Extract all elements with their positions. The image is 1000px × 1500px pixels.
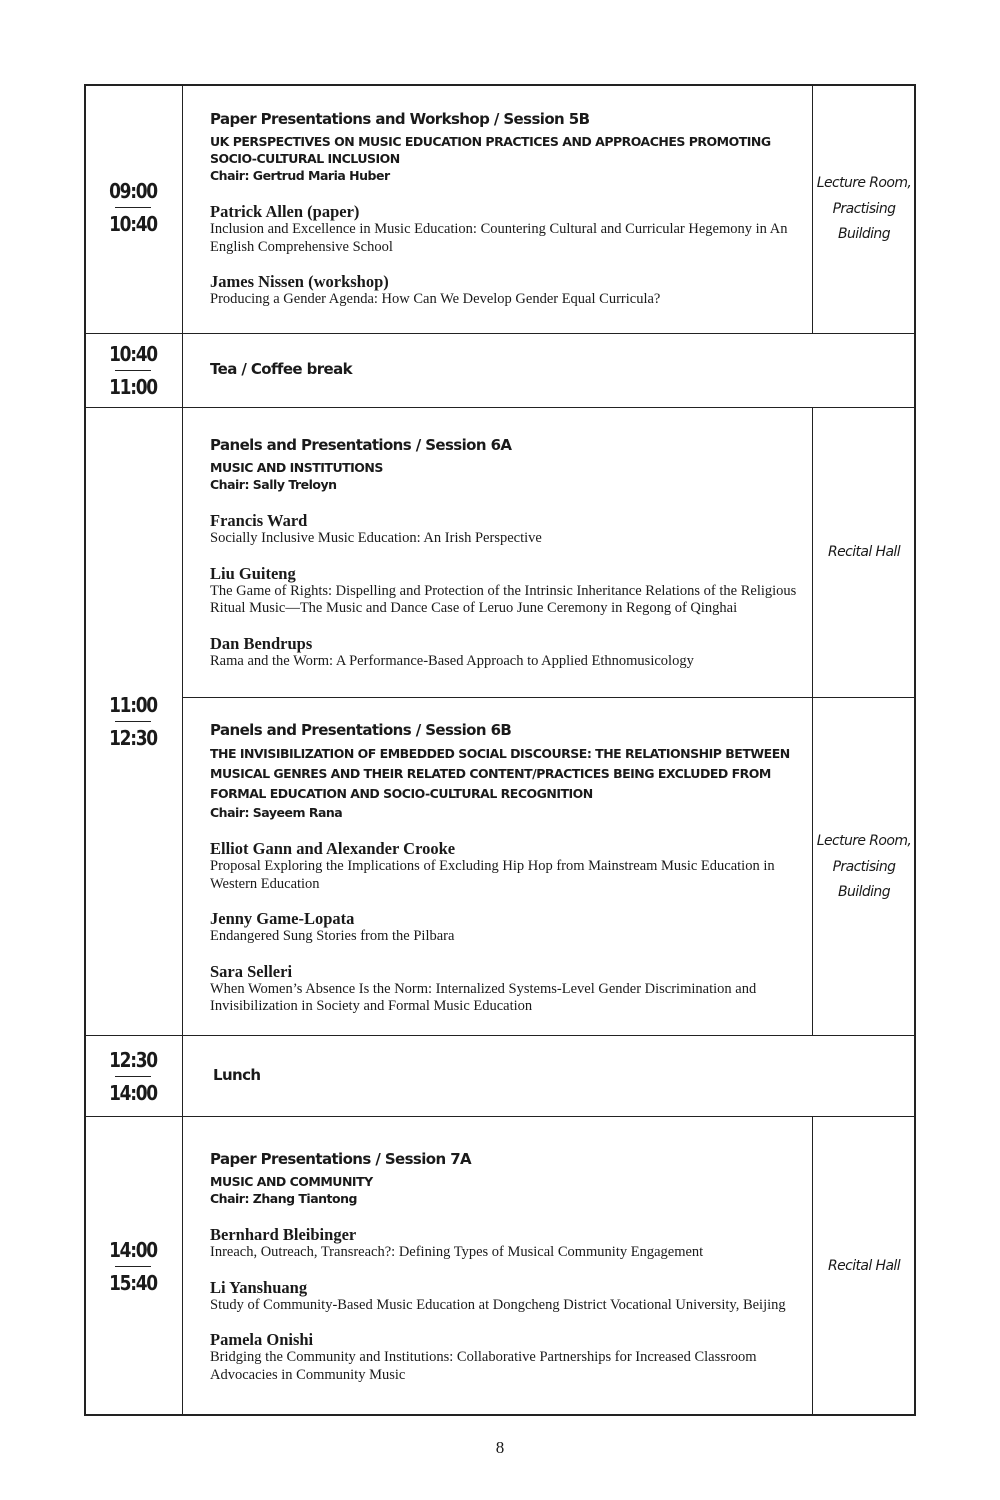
start-time: 12:30: [109, 1048, 157, 1072]
session-theme: MUSIC AND INSTITUTIONS: [210, 460, 383, 475]
presentation: [210, 840, 802, 893]
end-time: 10:40: [109, 212, 157, 236]
session-5b: [210, 109, 802, 309]
end-time: 15:40: [109, 1271, 157, 1295]
room-column-divider: [812, 407, 813, 1035]
session-title: Panels and Presentations / Session 6A: [210, 436, 512, 454]
time-separator: [115, 1076, 151, 1077]
time-slot: [84, 339, 182, 402]
presenter-name: James Nissen (workshop): [210, 272, 389, 291]
session-theme: THE INVISIBILIZATION OF EMBEDDED SOCIAL DISCOURSE: THE RELATIONSHIP BETWEEN MUSICAL GENRES AND THEIR RELATED CONTENT/PRACTICES BEING EXCLUDED FROM FORMAL EDUCATION AND SOCIO-CULTURAL RECOGNITION: [210, 746, 790, 801]
presentation: [210, 512, 802, 548]
end-time: 14:00: [109, 1081, 157, 1105]
time-separator: [115, 370, 151, 371]
room-label: Lecture Room, Practising Building: [816, 833, 912, 900]
start-time: 14:00: [109, 1238, 157, 1262]
end-time: 12:30: [109, 726, 157, 750]
row-divider: [84, 407, 916, 408]
start-time: 10:40: [109, 342, 157, 366]
presentation-title: Inclusion and Excellence in Music Education: Countering Cultural and Curricular Hegemony in An English Comprehensive School: [210, 221, 788, 255]
presentation-title: When Women’s Absence Is the Norm: Internalized Systems-Level Gender Discrimination and Invisibilization in Society and Formal Music Education: [210, 980, 757, 1014]
session-divider: [182, 697, 916, 698]
presentation-title: Rama and the Worm: A Performance-Based Approach to Applied Ethnomusicology: [210, 652, 694, 669]
row-divider: [84, 333, 916, 334]
presenter-name: Elliot Gann and Alexander Crooke: [210, 839, 456, 858]
presentation-title: Bridging the Community and Institutions: Collaborative Partnerships for Increased Classroom Advocacies in Community Music: [210, 1349, 757, 1383]
presentation: [210, 1279, 802, 1315]
session-chair: Chair: Zhang Tiantong: [210, 1191, 357, 1206]
session-theme: UK PERSPECTIVES ON MUSIC EDUCATION PRACTICES AND APPROACHES PROMOTING SOCIO-CULTURAL INCLUSION: [210, 134, 771, 166]
presentation: [210, 1226, 802, 1262]
presentation-title: Study of Community-Based Music Education at Dongcheng District Vocational University, Beijing: [210, 1296, 786, 1313]
session-theme: MUSIC AND COMMUNITY: [210, 1174, 373, 1189]
session-chair: Chair: Gertrud Maria Huber: [210, 168, 390, 183]
session-title: Panels and Presentations / Session 6B: [210, 721, 512, 739]
presentation: [210, 1331, 802, 1384]
presentation-title: Producing a Gender Agenda: How Can We Develop Gender Equal Curricula?: [210, 291, 661, 307]
time-column-divider: [182, 84, 183, 1416]
row-divider: [84, 1116, 916, 1117]
presentation-title: Inreach, Outreach, Transreach?: Defining Types of Musical Community Engagement: [210, 1244, 704, 1260]
presenter-name: Liu Guiteng: [210, 563, 296, 583]
presentation-title: Proposal Exploring the Implications of Excluding Hip Hop from Mainstream Music Education in Western Education: [210, 858, 775, 892]
time-slot: [84, 176, 182, 239]
presenter-name: Pamela Onishi: [210, 1330, 314, 1349]
presenter-name: Bernhard Bleibinger: [210, 1225, 357, 1244]
presentation: [210, 910, 802, 946]
start-time: 09:00: [109, 179, 157, 203]
session-chair: Chair: Sayeem Rana: [210, 805, 343, 820]
presentation: [210, 635, 802, 671]
presenter-name: Sara Selleri: [210, 961, 293, 981]
session-7a: [210, 1149, 802, 1384]
presentation: [210, 203, 802, 256]
presentation-title: Socially Inclusive Music Education: An Irish Perspective: [210, 530, 542, 546]
time-slot: [84, 1235, 182, 1298]
presentation-title: The Game of Rights: Dispelling and Protection of the Intrinsic Inheritance Relations of the Religious Ritual Music—The Music and Dance Case of Leruo June Ceremony in Regong of Qinghai: [210, 582, 797, 616]
session-chair: Chair: Sally Treloyn: [210, 477, 337, 492]
presenter-name: Dan Bendrups: [210, 633, 313, 653]
page-number: 8: [495, 1438, 505, 1457]
room-label: Recital Hall: [827, 544, 901, 560]
presentation: [210, 273, 802, 309]
presenter-name: Francis Ward: [210, 511, 308, 530]
presenter-name: Patrick Allen (paper): [210, 202, 360, 221]
presenter-name: Li Yanshuang: [210, 1277, 308, 1297]
break-label: Tea / Coffee break: [210, 360, 352, 378]
lunch-label: Lunch: [213, 1066, 261, 1084]
presentation-title: Endangered Sung Stories from the Pilbara: [210, 928, 455, 944]
time-separator: [115, 1266, 151, 1267]
row-divider: [84, 1035, 916, 1036]
presentation: [210, 565, 802, 618]
room-label: Lecture Room, Practising Building: [816, 175, 912, 242]
time-separator: [115, 207, 151, 208]
time-slot: [84, 1045, 182, 1108]
room-label: Recital Hall: [827, 1258, 901, 1274]
session-title: Paper Presentations and Workshop / Session 5B: [210, 110, 590, 128]
time-separator: [115, 721, 151, 722]
end-time: 11:00: [109, 375, 157, 399]
presenter-name: Jenny Game-Lopata: [210, 909, 355, 928]
session-6a: [210, 435, 802, 670]
start-time: 11:00: [109, 693, 157, 717]
presentation: [210, 963, 802, 1016]
session-6b: [210, 720, 802, 1016]
session-title: Paper Presentations / Session 7A: [210, 1150, 472, 1168]
time-slot: [84, 690, 182, 753]
